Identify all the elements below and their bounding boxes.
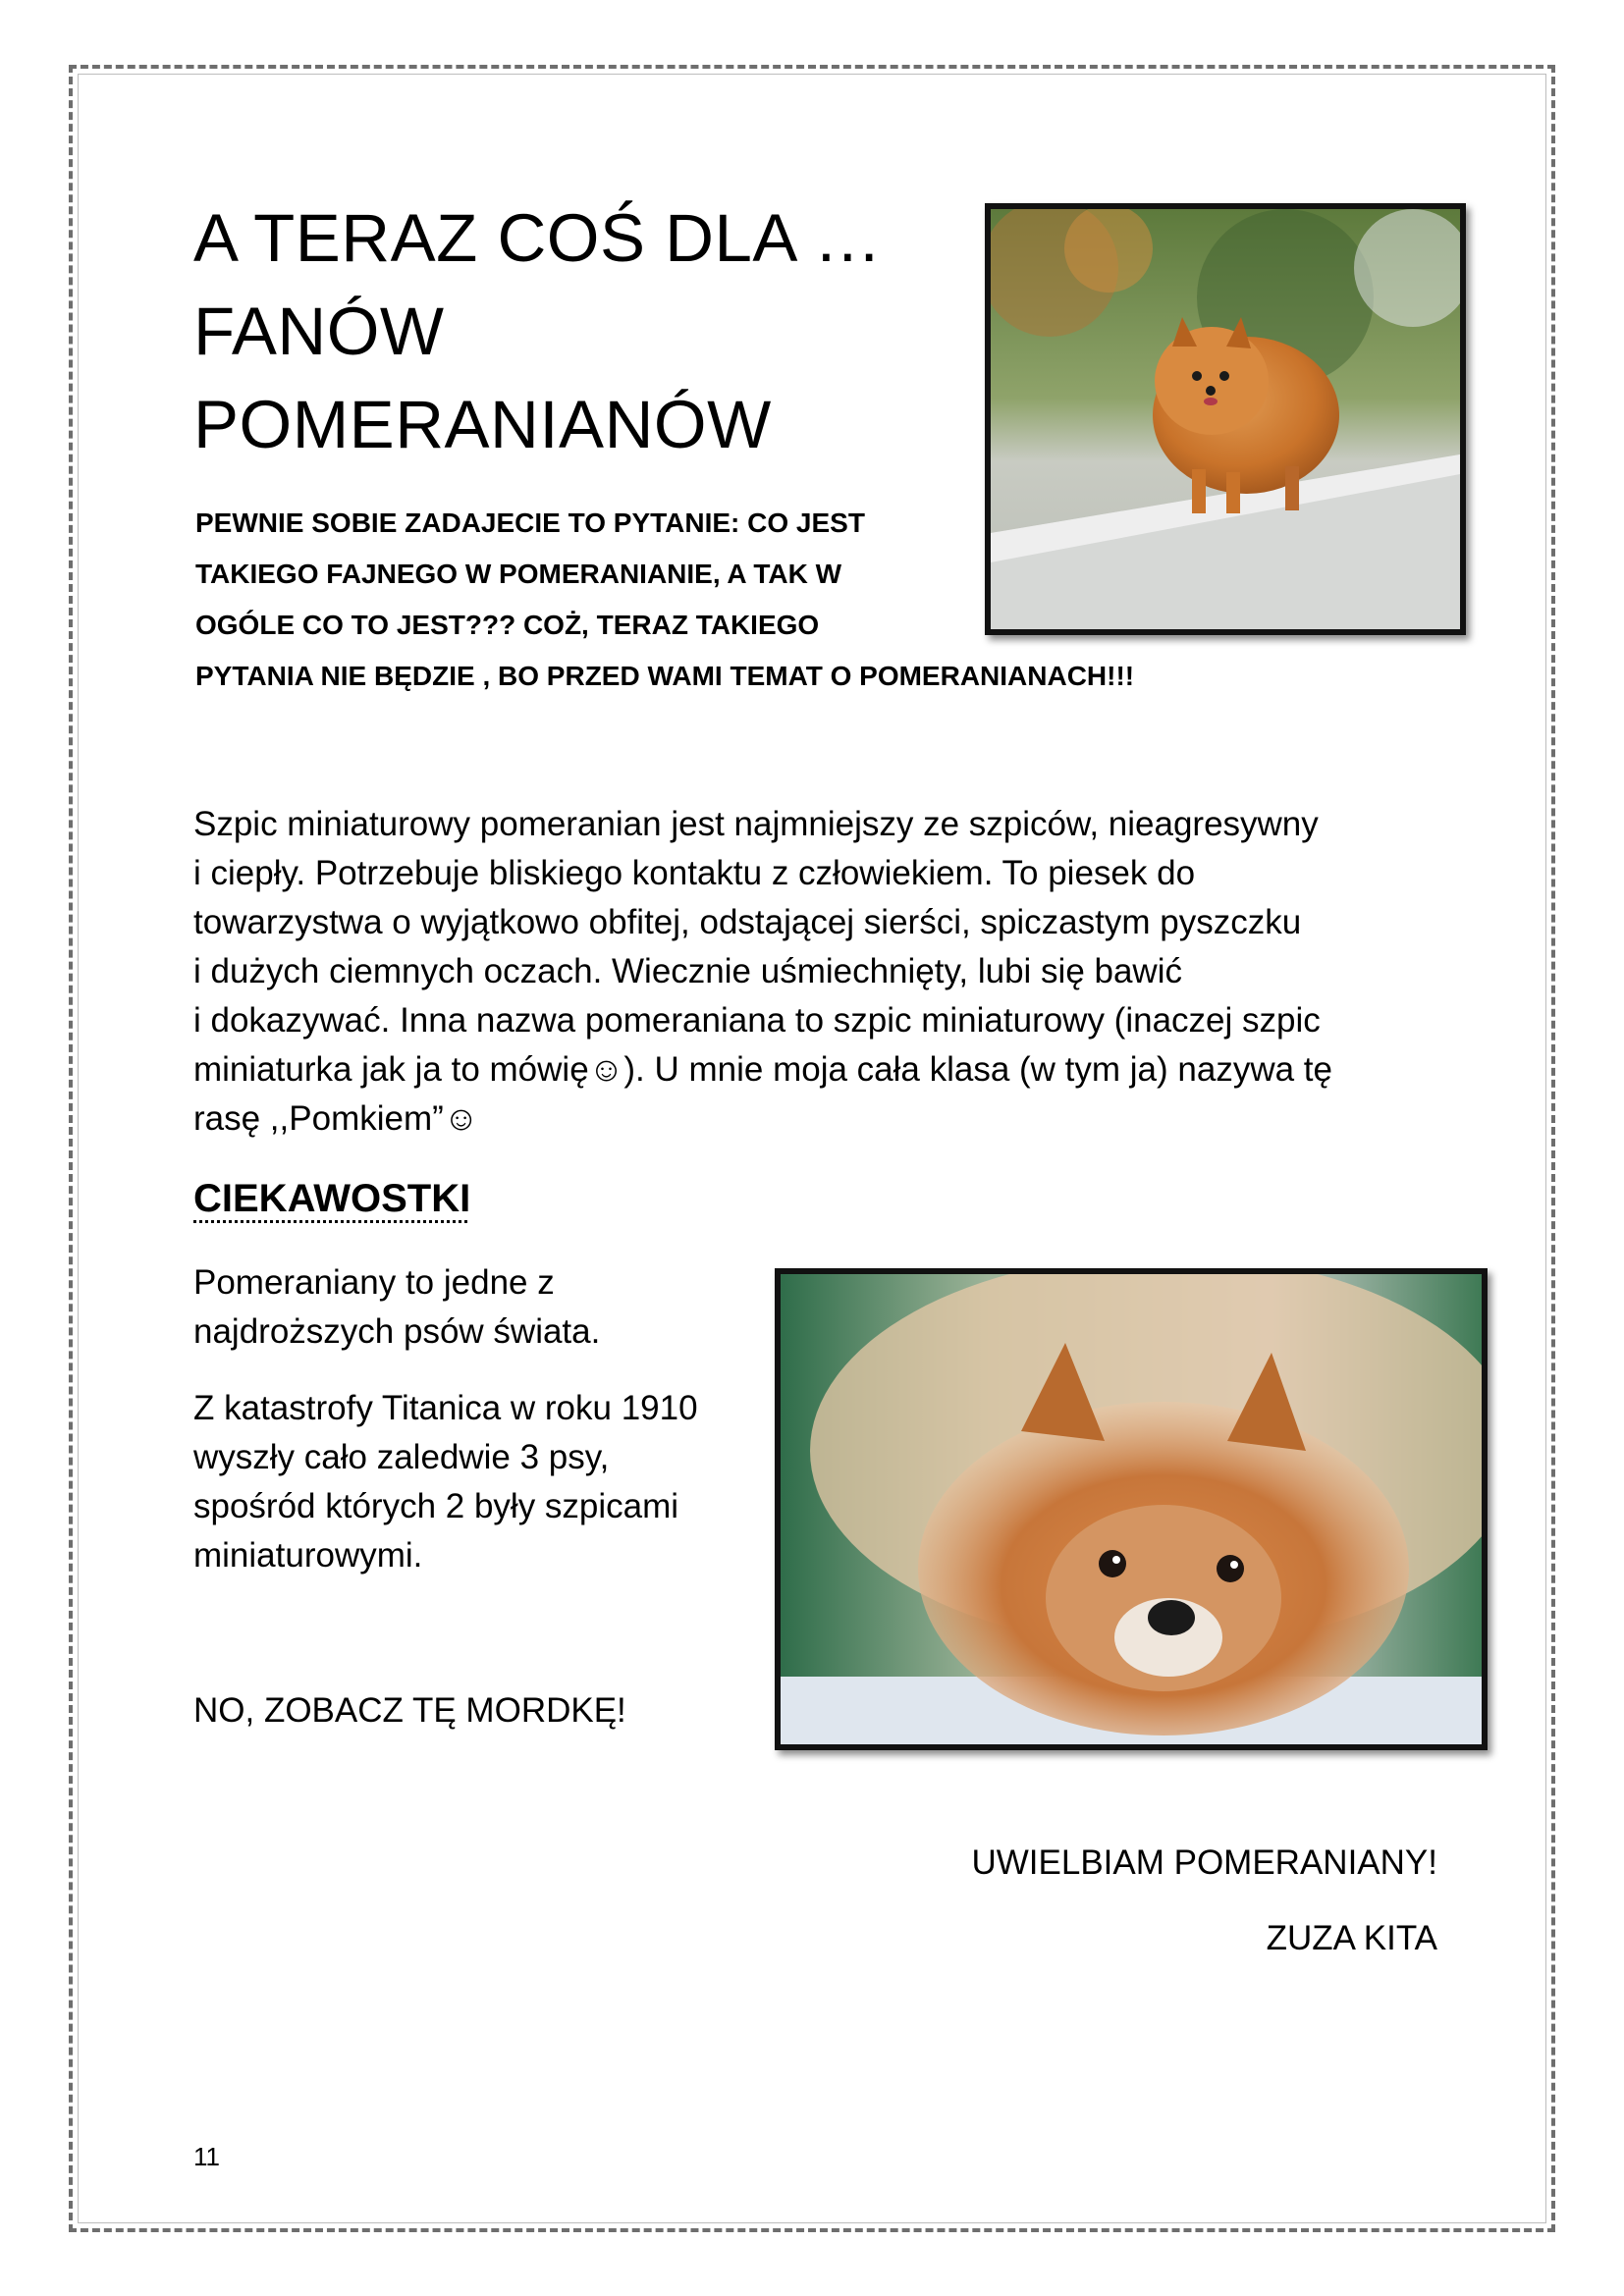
intro-line: PEWNIE SOBIE ZADAJECIE TO PYTANIE: CO JEST	[195, 507, 865, 538]
intro-line: PYTANIA NIE BĘDZIE , BO PRZED WAMI TEMAT O POMERANIANACH!!!	[195, 661, 1135, 691]
closing-line: UWIELBIAM POMERANIANY!	[971, 1843, 1437, 1882]
page-number: 11	[193, 2142, 220, 2171]
fact-price	[193, 1258, 600, 1357]
pomeranian-face-photo	[775, 1268, 1488, 1750]
fact-line: spośród których 2 były szpicami	[193, 1487, 679, 1525]
intro-line: TAKIEGO FAJNEGO W POMERANIANIE, A TAK W	[195, 559, 841, 589]
description-line: Szpic miniaturowy pomeranian jest najmniejszy ze szpiców, nieagresywny	[193, 805, 1319, 843]
section-heading-ciekawostki: CIEKAWOSTKI	[193, 1177, 471, 1220]
title-line: POMERANIANÓW	[193, 387, 772, 462]
fact-line: wyszły cało zaledwie 3 psy,	[193, 1438, 610, 1476]
description-line: towarzystwa o wyjątkowo obfitej, odstającej sierści, spiczastym pyszczku	[193, 903, 1302, 941]
description-line: i dużych ciemnych oczach. Wiecznie uśmiechnięty, lubi się bawić	[193, 952, 1182, 990]
fact-line: Pomeraniany to jedne z	[193, 1263, 555, 1302]
photo-caption: NO, ZOBACZ TĘ MORDKĘ!	[193, 1691, 626, 1730]
intro-paragraph	[195, 498, 1325, 702]
article-title	[193, 191, 979, 471]
title-line: A TERAZ COŚ DLA …	[193, 200, 883, 276]
intro-line: OGÓLE CO TO JEST??? COŻ, TERAZ TAKIEGO	[195, 610, 820, 640]
description-line: i dokazywać. Inna nazwa pomeraniana to szpic miniaturowy (inaczej szpic	[193, 1001, 1321, 1040]
fact-line: Z katastrofy Titanica w roku 1910	[193, 1389, 698, 1427]
description-line: miniaturka jak ja to mówię☺). U mnie moja cała klasa (w tym ja) nazywa tę	[193, 1050, 1332, 1089]
author-name: ZUZA KITA	[1266, 1919, 1437, 1957]
description-paragraph	[193, 800, 1440, 1144]
fact-line: najdroższych psów świata.	[193, 1312, 601, 1351]
fact-titanic	[193, 1384, 698, 1580]
fact-line: miniaturowymi.	[193, 1536, 423, 1575]
title-line: FANÓW	[193, 294, 445, 369]
description-line: i ciepły. Potrzebuje bliskiego kontaktu z człowiekiem. To piesek do	[193, 854, 1196, 892]
description-line: rasę ,,Pomkiem”☺	[193, 1099, 479, 1138]
